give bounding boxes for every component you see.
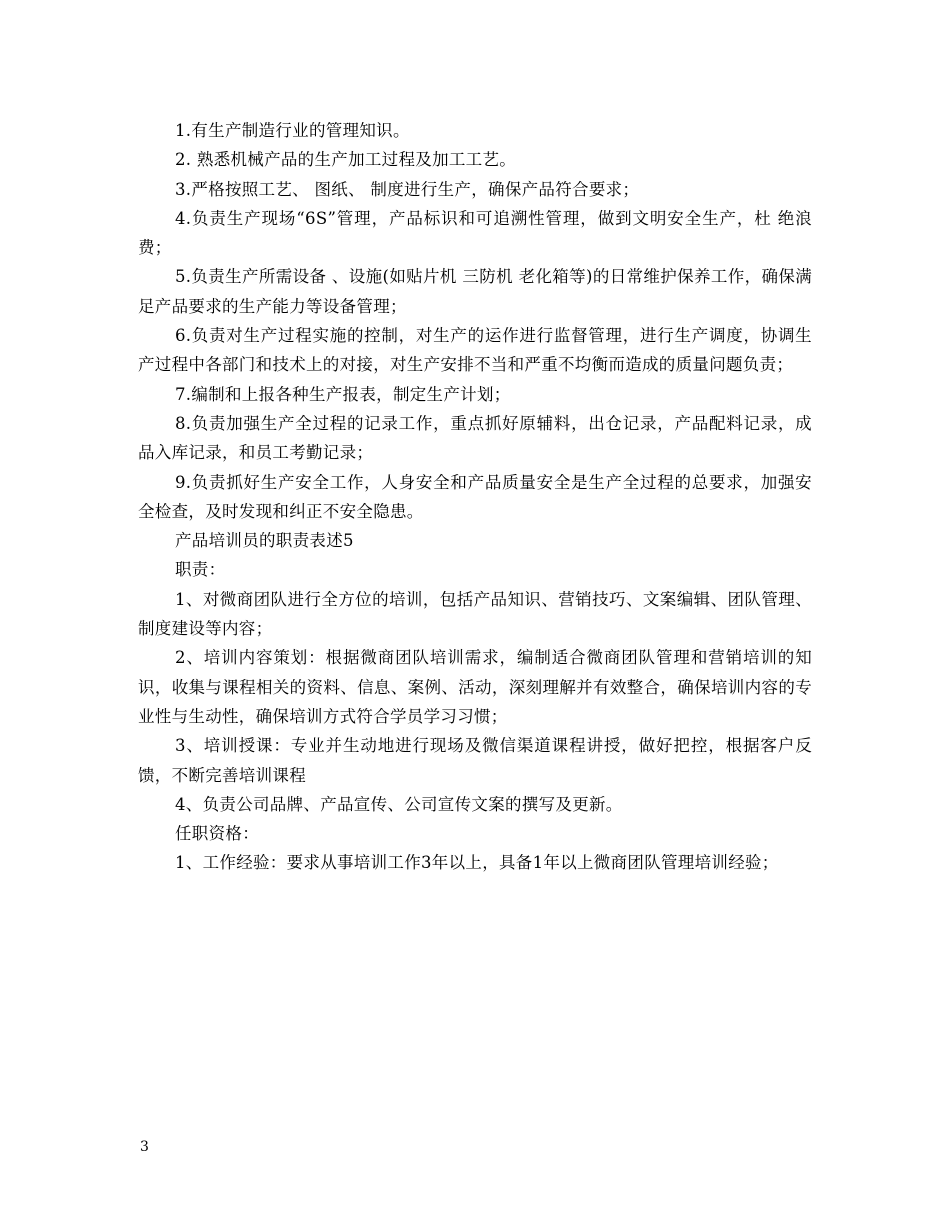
duty-item-3: 3、培训授课：专业并生动地进行现场及微信渠道课程讲授，做好把控，根据客户反馈，不断完善培训课程 <box>138 736 812 785</box>
paragraph-9: 9.负责抓好生产安全工作，人身安全和产品质量安全是生产全过程的总要求，加强安全检查，及时发现和纠正不安全隐患。 <box>138 472 812 521</box>
paragraph-5: 5.负责生产所需设备 、设施(如贴片机 三防机 老化箱等)的日常维护保养工作，确保满足产品要求的生产能力等设备管理； <box>138 267 812 316</box>
paragraph-3: 3.严格按照工艺、 图纸、 制度进行生产，确保产品符合要求； <box>175 179 640 199</box>
document-body <box>138 116 812 878</box>
paragraph-8: 8.负责加强生产全过程的记录工作，重点抓好原辅料，出仓记录，产品配料记录，成品入库记录，和员工考勤记录； <box>138 413 812 463</box>
qualification-item-1: 1、工作经验：要求从事培训工作3年以上，具备1年以上微商团队管理培训经验； <box>175 853 779 873</box>
paragraph-2: 2. 熟悉机械产品的生产加工过程及加工工艺。 <box>175 150 517 170</box>
duty-item-2: 2、培训内容策划：根据微商团队培训需求，编制适合微商团队管理和营销培训的知识，收集与课程相关的资料、信息、案例、活动，深刻理解并有效整合，确保培训内容的专业性与生动性，确保培训方式符合学员学习习惯； <box>138 648 812 726</box>
qualifications-label: 任职资格： <box>175 824 259 844</box>
duty-item-1: 1、对微商团队进行全方位的培训，包括产品知识、营销技巧、文案编辑、团队管理、制度建设等内容； <box>138 589 812 639</box>
paragraph-4: 4.负责生产现场“6S”管理，产品标识和可追溯性管理，做到文明安全生产，杜 绝浪费； <box>138 208 812 258</box>
paragraph-7: 7.编制和上报各种生产报表，制定生产计划； <box>175 384 511 404</box>
section-heading: 产品培训员的职责表述5 <box>175 531 354 551</box>
duty-item-4: 4、负责公司品牌、产品宣传、公司宣传文案的撰写及更新。 <box>175 794 623 814</box>
paragraph-1: 1.有生产制造行业的管理知识。 <box>175 121 410 140</box>
paragraph-6: 6.负责对生产过程实施的控制，对生产的运作进行监督管理，进行生产调度，协调生产过程中各部门和技术上的对接，对生产安排不当和严重不均衡而造成的质量问题负责； <box>138 326 812 375</box>
duties-label: 职责： <box>175 560 226 580</box>
page-number: 3 <box>140 1139 149 1155</box>
